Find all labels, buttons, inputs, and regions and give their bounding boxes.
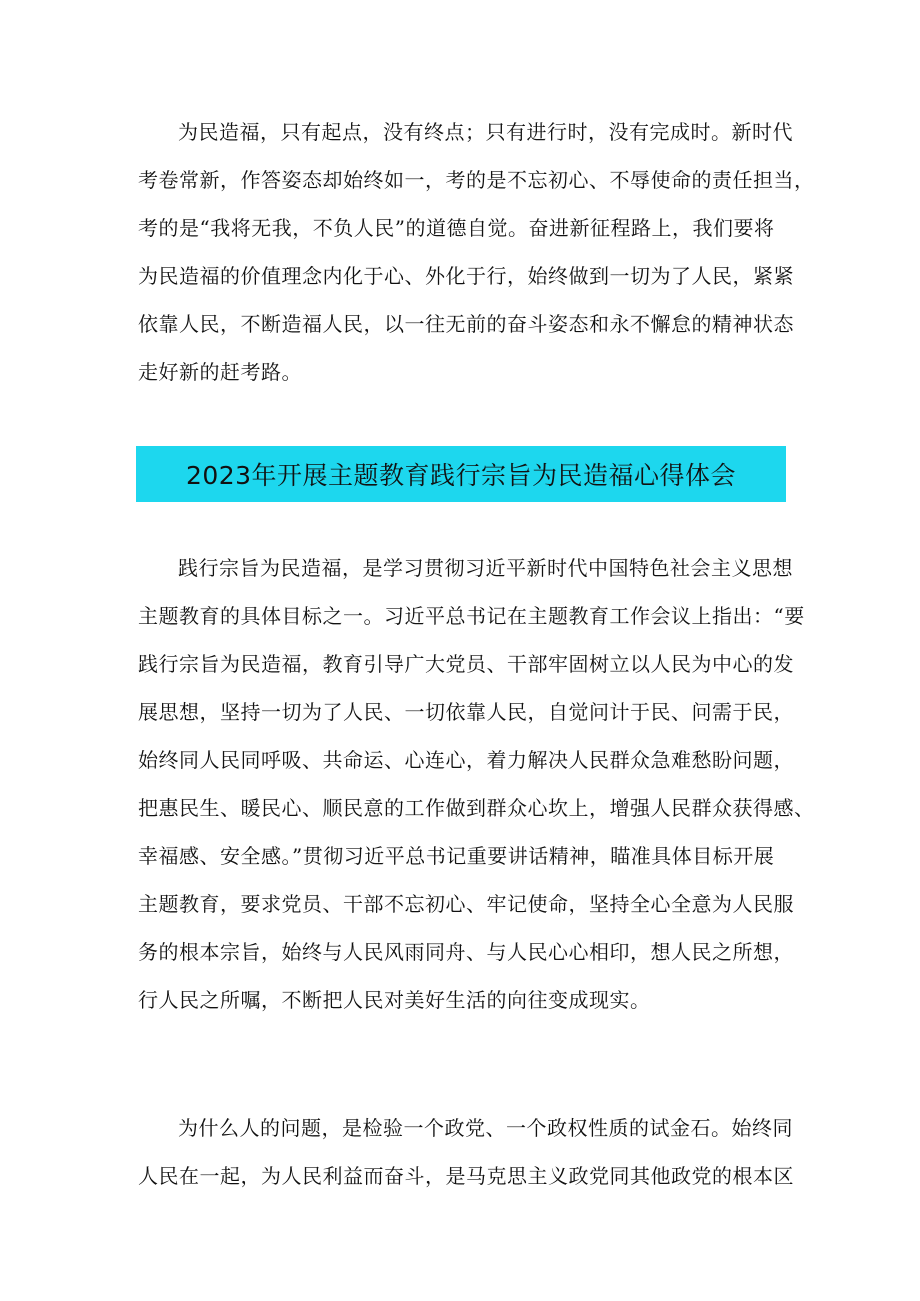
paragraph	[138, 108, 815, 396]
section-heading	[136, 446, 786, 502]
text-line: 始终同人民同呼吸、共命运、心连心，着力解决人民群众急难愁盼问题，	[138, 748, 794, 772]
text-line: 践行宗旨为民造福，教育引导广大党员、干部牢固树立以人民为中心的发	[138, 652, 794, 676]
text-line: 主题教育，要求党员、干部不忘初心、牢记使命，坚持全心全意为人民服	[138, 892, 794, 916]
heading-title: 2023年开展主题教育践行宗旨为民造福心得体会	[185, 461, 737, 490]
text-line: 把惠民生、暖民心、顺民意的工作做到群众心坎上，增强人民群众获得感、	[138, 796, 815, 820]
text-line: 依靠人民，不断造福人民，以一往无前的奋斗姿态和永不懈怠的精神状态	[138, 312, 794, 336]
text-line: 为民造福，只有起点，没有终点；只有进行时，没有完成时。新时代	[178, 120, 793, 144]
paragraph	[138, 544, 815, 1024]
text-line: 为民造福的价值理念内化于心、外化于行，始终做到一切为了人民，紧紧	[138, 264, 794, 288]
text-line: 展思想，坚持一切为了人民、一切依靠人民，自觉问计于民、问需于民，	[138, 700, 794, 724]
text-line: 考卷常新，作答姿态却始终如一，考的是不忘初心、不辱使命的责任担当，	[138, 168, 815, 192]
text-line: 考的是“我将无我，不负人民”的道德自觉。奋进新征程路上，我们要将	[138, 216, 775, 240]
text-line: 践行宗旨为民造福，是学习贯彻习近平新时代中国特色社会主义思想	[178, 556, 793, 580]
text-line: 为什么人的问题，是检验一个政党、一个政权性质的试金石。始终同	[178, 1116, 793, 1140]
text-line: 幸福感、安全感。”贯彻习近平总书记重要讲话精神，瞄准具体目标开展	[138, 844, 775, 868]
text-line: 行人民之所嘱，不断把人民对美好生活的向往变成现实。	[138, 988, 651, 1012]
text-line: 主题教育的具体目标之一。习近平总书记在主题教育工作会议上指出：“要	[138, 604, 805, 628]
paragraph	[138, 1104, 798, 1200]
text-line: 务的根本宗旨，始终与人民风雨同舟、与人民心心相印，想人民之所想，	[138, 940, 794, 964]
text-line: 走好新的赶考路。	[138, 360, 302, 384]
text-line: 人民在一起，为人民利益而奋斗，是马克思主义政党同其他政党的根本区	[138, 1164, 794, 1188]
